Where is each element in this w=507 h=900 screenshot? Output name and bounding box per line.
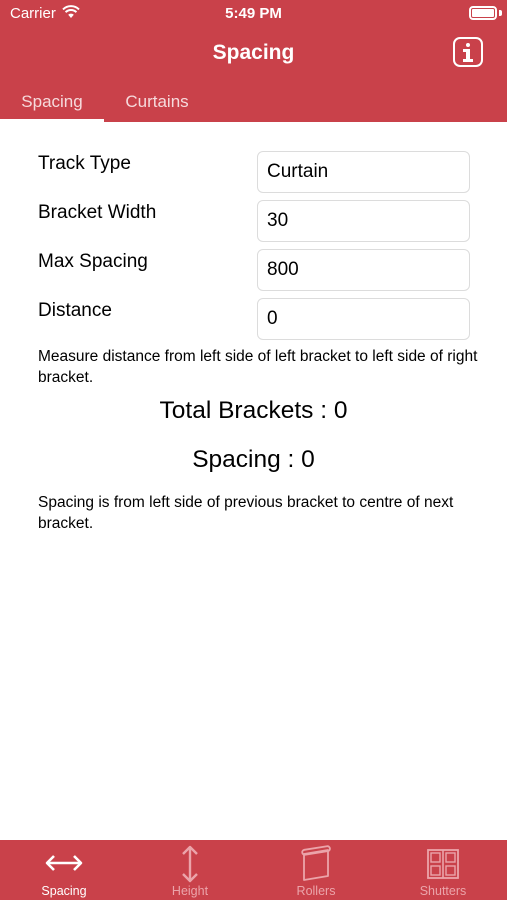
bottom-tab-bar — [0, 840, 507, 900]
selected-tab-indicator — [0, 119, 104, 122]
header — [0, 0, 507, 122]
horizontal-arrows-icon — [44, 844, 84, 882]
distance-field[interactable] — [257, 298, 470, 340]
total-brackets-result: Total Brackets : 0 — [159, 397, 348, 424]
track-type-field[interactable] — [257, 151, 470, 193]
max-spacing-label: Max Spacing — [38, 251, 148, 272]
status-time: 5:49 PM — [225, 5, 282, 22]
tabbar-label-shutters: Shutters — [419, 884, 467, 898]
battery-cap — [499, 10, 502, 16]
page-title: Spacing — [212, 41, 295, 64]
distance-label: Distance — [38, 300, 112, 321]
carrier-label: Carrier — [10, 5, 56, 22]
bracket-width-row — [0, 200, 507, 242]
status-bar — [0, 0, 507, 28]
spacing-note: Spacing is from left side of previous bracket to centre of next bracket. — [38, 494, 454, 532]
roller-blind-icon — [296, 844, 336, 884]
max-spacing-row — [0, 249, 507, 291]
tabbar-item-spacing[interactable] — [1, 840, 127, 900]
tabbar-label-height: Height — [171, 884, 209, 898]
tabbar-item-height[interactable] — [127, 840, 253, 900]
track-type-row — [0, 151, 507, 193]
track-type-label: Track Type — [38, 153, 131, 174]
bracket-width-field[interactable] — [257, 200, 470, 242]
vertical-arrows-icon — [170, 844, 210, 884]
battery-icon — [469, 6, 497, 20]
tab-curtains[interactable]: Curtains — [125, 92, 189, 111]
tabbar-item-shutters[interactable] — [380, 840, 506, 900]
spacing-result: Spacing : 0 — [192, 446, 315, 473]
bracket-width-label: Bracket Width — [38, 202, 157, 223]
measure-note: Measure distance from left side of left bracket to left side of right bracket. — [38, 348, 478, 386]
info-icon[interactable] — [453, 37, 483, 67]
tabbar-item-rollers[interactable] — [253, 840, 379, 900]
distance-row — [0, 298, 507, 340]
tabbar-label-spacing: Spacing — [41, 884, 87, 898]
max-spacing-field[interactable] — [257, 249, 470, 291]
top-tab-strip — [0, 80, 507, 122]
navigation-bar — [0, 28, 507, 80]
tabbar-label-rollers: Rollers — [296, 884, 336, 898]
shutters-icon — [423, 844, 463, 884]
tab-spacing[interactable]: Spacing — [21, 92, 83, 111]
